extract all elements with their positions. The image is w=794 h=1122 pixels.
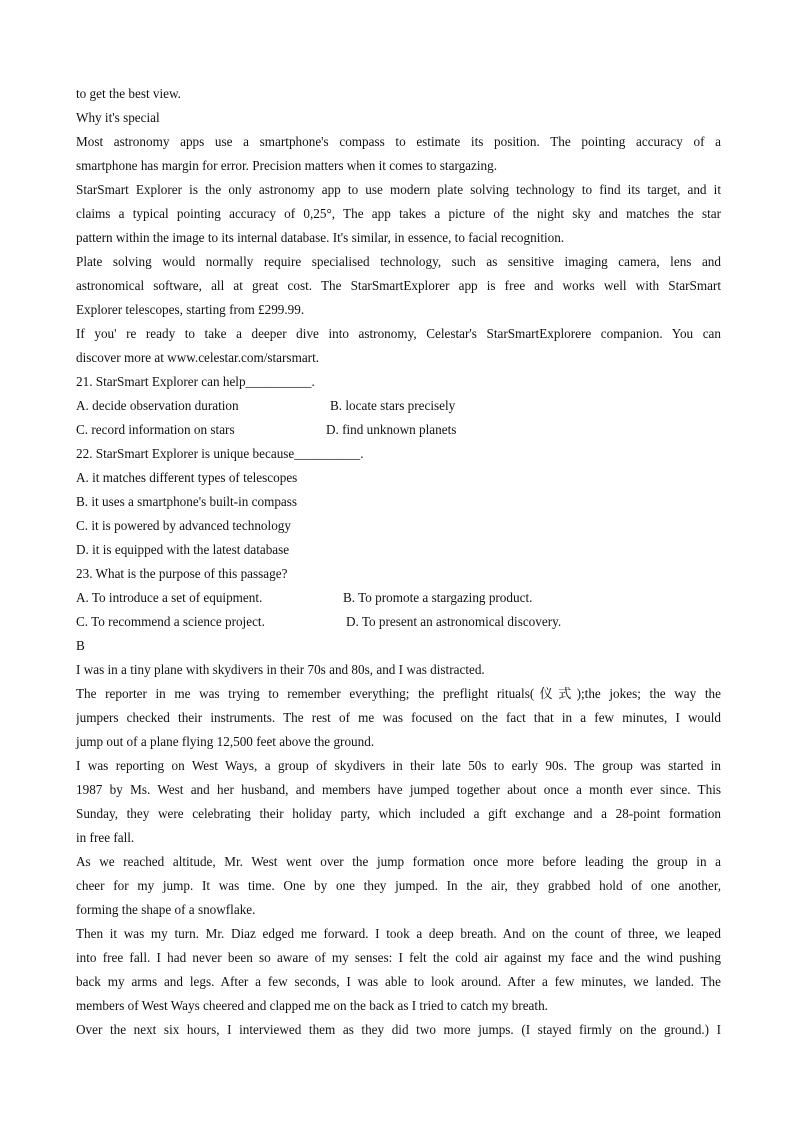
q22-option-a: A. it matches different types of telescopes <box>76 470 298 485</box>
q22-option-c: C. it is powered by advanced technology <box>76 518 291 533</box>
text-line: Most astronomy apps use a smartphone's compass to estimate its position. The pointing accuracy of a <box>76 134 721 149</box>
question-22-stem: 22. StarSmart Explorer is unique because__________. <box>76 446 364 461</box>
text-line: smartphone has margin for error. Precision matters when it comes to stargazing. <box>76 158 498 173</box>
q21-option-b: B. locate stars precisely <box>330 398 456 413</box>
question-21-options-row-1 <box>76 394 721 418</box>
text-line: pattern within the image to its internal database. It's similar, in essence, to facial recognition. <box>76 230 565 245</box>
text-line: discover more at www.celestar.com/starsmart. <box>76 350 320 365</box>
text-line: I was in a tiny plane with skydivers in their 70s and 80s, and I was distracted. <box>76 662 485 677</box>
text-line: into free fall. I had never been so aware of my senses: I felt the cold air against my face and the wind pushing <box>76 950 721 965</box>
text-line: As we reached altitude, Mr. West went over the jump formation once more before leading the group in a <box>76 854 721 869</box>
q23-option-c: C. To recommend a science project. <box>76 614 265 629</box>
subheading: Why it's special <box>76 110 160 125</box>
text-line: StarSmart Explorer is the only astronomy app to use modern plate solving technology to find its target, and it <box>76 182 721 197</box>
text-line: to get the best view. <box>76 86 181 101</box>
text-line: members of West Ways cheered and clapped me on the back as I tried to catch my breath. <box>76 998 548 1013</box>
section-b-label: B <box>76 638 85 653</box>
text-line: The reporter in me was trying to remember everything; the preflight rituals(仪式);the jokes; the way the <box>76 686 721 701</box>
text-line: 1987 by Ms. West and her husband, and members have jumped together about once a month ever since. This <box>76 782 721 797</box>
text-line: back my arms and legs. After a few seconds, I was able to look around. After a few minutes, we landed. The <box>76 974 721 989</box>
text-line: jumpers checked their instruments. The rest of me was focused on the fact that in a few minutes, I would <box>76 710 721 725</box>
text-line: forming the shape of a snowflake. <box>76 902 256 917</box>
q22-option-b: B. it uses a smartphone's built-in compass <box>76 494 298 509</box>
q21-option-a: A. decide observation duration <box>76 398 239 413</box>
q23-option-d: D. To present an astronomical discovery. <box>346 614 562 629</box>
q21-option-c: C. record information on stars <box>76 422 235 437</box>
q23-option-a: A. To introduce a set of equipment. <box>76 590 263 605</box>
text-line: jump out of a plane flying 12,500 feet above the ground. <box>76 734 375 749</box>
text-line: cheer for my jump. It was time. One by one they jumped. In the air, they grabbed hold of one another, <box>76 878 721 893</box>
text-line: Explorer telescopes, starting from £299.99. <box>76 302 305 317</box>
text-line: Sunday, they were celebrating their holiday party, which included a gift exchange and a 28-point formation <box>76 806 721 821</box>
question-23-options-row-2 <box>76 610 721 634</box>
text-line: claims a typical pointing accuracy of 0,25°, The app takes a picture of the night sky and matches the star <box>76 206 721 221</box>
text-line: Then it was my turn. Mr. Diaz edged me forward. I took a deep breath. And on the count of three, we leaped <box>76 926 721 941</box>
text-line: I was reporting on West Ways, a group of skydivers in their late 50s to early 90s. The group was started in <box>76 758 721 773</box>
text-line: Plate solving would normally require specialised technology, such as sensitive imaging camera, lens and <box>76 254 721 269</box>
text-line: If you' re ready to take a deeper dive into astronomy, Celestar's StarSmartExplorere companion. You can <box>76 326 721 341</box>
question-23-options-row-1 <box>76 586 721 610</box>
question-23-stem: 23. What is the purpose of this passage? <box>76 566 288 581</box>
text-line: astronomical software, all at great cost. The StarSmartExplorer app is free and works well with StarSmart <box>76 278 721 293</box>
question-21-stem: 21. StarSmart Explorer can help__________. <box>76 374 315 389</box>
text-line: Over the next six hours, I interviewed them as they did two more jumps. (I stayed firmly on the ground.) I <box>76 1022 721 1037</box>
q21-option-d: D. find unknown planets <box>326 422 457 437</box>
document-page <box>76 82 721 1042</box>
q22-option-d: D. it is equipped with the latest database <box>76 542 290 557</box>
q23-option-b: B. To promote a stargazing product. <box>343 590 533 605</box>
question-21-options-row-2 <box>76 418 721 442</box>
text-line: in free fall. <box>76 830 135 845</box>
